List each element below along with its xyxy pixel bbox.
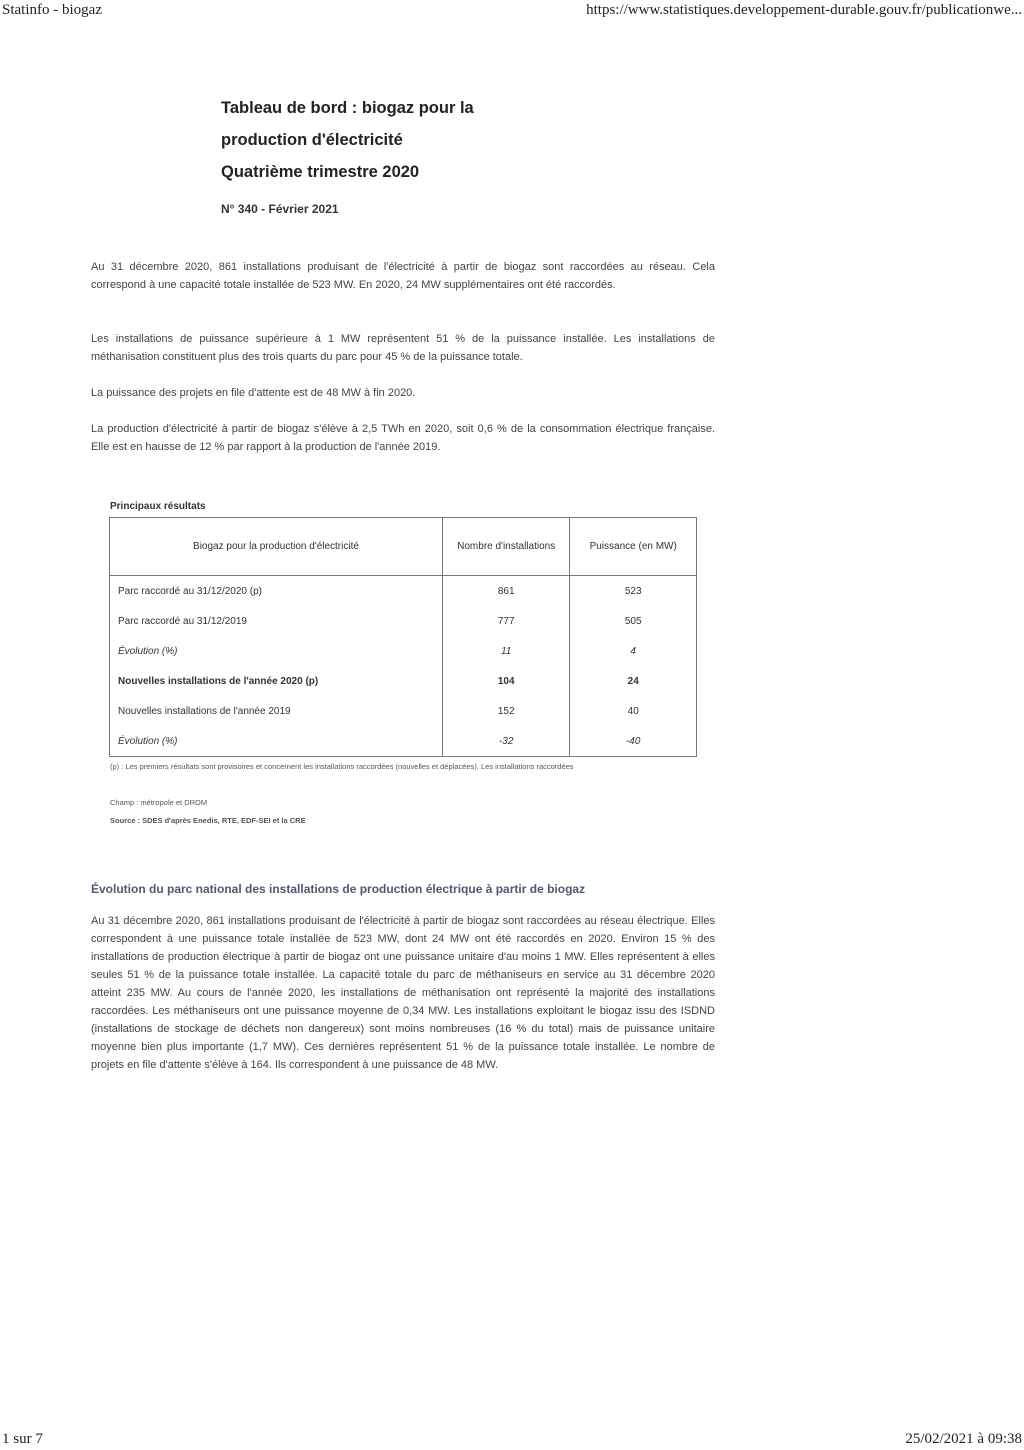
intro-paragraph: La production d'électricité à partir de biogaz s'élève à 2,5 TWh en 2020, soit 0,6 % de la consommation électrique française. Elle est en hausse de 12 % par rapport à la production de l'année 2019. — [91, 423, 715, 453]
table-row — [110, 726, 697, 757]
section-paragraph: Au 31 décembre 2020, 861 installations produisant de l'électricité à partir de biogaz sont raccordées au réseau électrique. Elles correspondent à une puissance totale installée de 523 MW, dont 24 MW ont été raccordés en 2020. Environ 15 % des installations de production électrique à partir de biogaz ont une puissance unitaire d'au moins 1 MW. Elles représentent à elles seules 51 % de la puissance totale installée. La capacité totale du parc de méthaniseurs en service au 31 décembre 2020 atteint 235 MW. Au cours de l'année 2020, les installations de méthanisation ont représenté la majorité des installations raccordées. Les méthaniseurs ont une puissance moyenne de 0,34 MW. Les installations exploitant le biogaz issu des ISDND (installations de stockage de déchets non dangereux) sont moins nombreuses (16 % du total) mais de puissance unitaire moyenne bien plus importante (1,7 MW). Ces dernières représentent 51 % de la puissance totale installée. Le nombre de projets en file d'attente s'élève à 164. Ils correspondent à une puissance de 48 MW. — [91, 915, 715, 1071]
title-line-1: Tableau de bord : biogaz pour la — [221, 99, 474, 117]
header-label: Biogaz pour la production d'électricité — [110, 518, 443, 576]
page-number: 1 sur 7 — [2, 1431, 43, 1447]
row-label: Parc raccordé au 31/12/2020 (p) — [110, 576, 443, 607]
row-count: 777 — [442, 606, 569, 636]
title-line-2: production d'électricité — [221, 131, 403, 149]
row-label: Parc raccordé au 31/12/2019 — [110, 606, 443, 636]
row-label: Nouvelles installations de l'année 2019 — [110, 696, 443, 726]
header-power: Puissance (en MW) — [570, 518, 697, 576]
row-power: 505 — [570, 606, 697, 636]
document-title — [221, 92, 551, 188]
table-row — [110, 696, 697, 726]
section-heading: Évolution du parc national des installations de production électrique à partir de biogaz — [91, 882, 586, 896]
row-power: 4 — [570, 636, 697, 666]
table-row — [110, 576, 697, 607]
row-count: -32 — [442, 726, 569, 757]
issue-number: N° 340 - Février 2021 — [221, 202, 339, 216]
row-count: 152 — [442, 696, 569, 726]
row-count: 861 — [442, 576, 569, 607]
table-row — [110, 636, 697, 666]
row-label: Nouvelles installations de l'année 2020 (p) — [110, 666, 443, 696]
print-header-url[interactable]: https://www.statistiques.developpement-durable.gouv.fr/publicationwe... — [586, 2, 1022, 18]
results-table — [109, 517, 697, 757]
print-datetime: 25/02/2021 à 09:38 — [905, 1431, 1022, 1447]
intro-paragraph: La puissance des projets en file d'attente est de 48 MW à fin 2020. — [91, 387, 416, 399]
print-header-title: Statinfo - biogaz — [2, 2, 102, 18]
intro-paragraph: Au 31 décembre 2020, 861 installations produisant de l'électricité à partir de biogaz sont raccordées au réseau. Cela correspond à une capacité totale installée de 523 MW. En 2020, 24 MW supplémentaires ont été raccordés. — [91, 261, 715, 291]
table-scope: Champ : métropole et DROM — [110, 798, 208, 807]
row-power: 523 — [570, 576, 697, 607]
row-label: Évolution (%) — [110, 726, 443, 757]
table-caption: Principaux résultats — [110, 501, 206, 512]
table-row — [110, 606, 697, 636]
title-line-3: Quatrième trimestre 2020 — [221, 163, 420, 181]
row-power: -40 — [570, 726, 697, 757]
header-count: Nombre d'installations — [442, 518, 569, 576]
table-row — [110, 666, 697, 696]
intro-paragraph: Les installations de puissance supérieure à 1 MW représentent 51 % de la puissance installée. Les installations de méthanisation constituent plus des trois quarts du parc pour 45 % de la puissance totale. — [91, 333, 715, 363]
table-source: Source : SDES d'après Enedis, RTE, EDF-SEI et la CRE — [110, 816, 306, 825]
row-power: 40 — [570, 696, 697, 726]
row-count: 11 — [442, 636, 569, 666]
row-count: 104 — [442, 666, 569, 696]
table-note: (p) : Les premiers résultats sont provisoires et concernent les installations raccordées (nouvelles et déplacées). Les installations raccordées — [110, 762, 574, 771]
row-label: Évolution (%) — [110, 636, 443, 666]
row-power: 24 — [570, 666, 697, 696]
table-header-row — [110, 518, 697, 576]
